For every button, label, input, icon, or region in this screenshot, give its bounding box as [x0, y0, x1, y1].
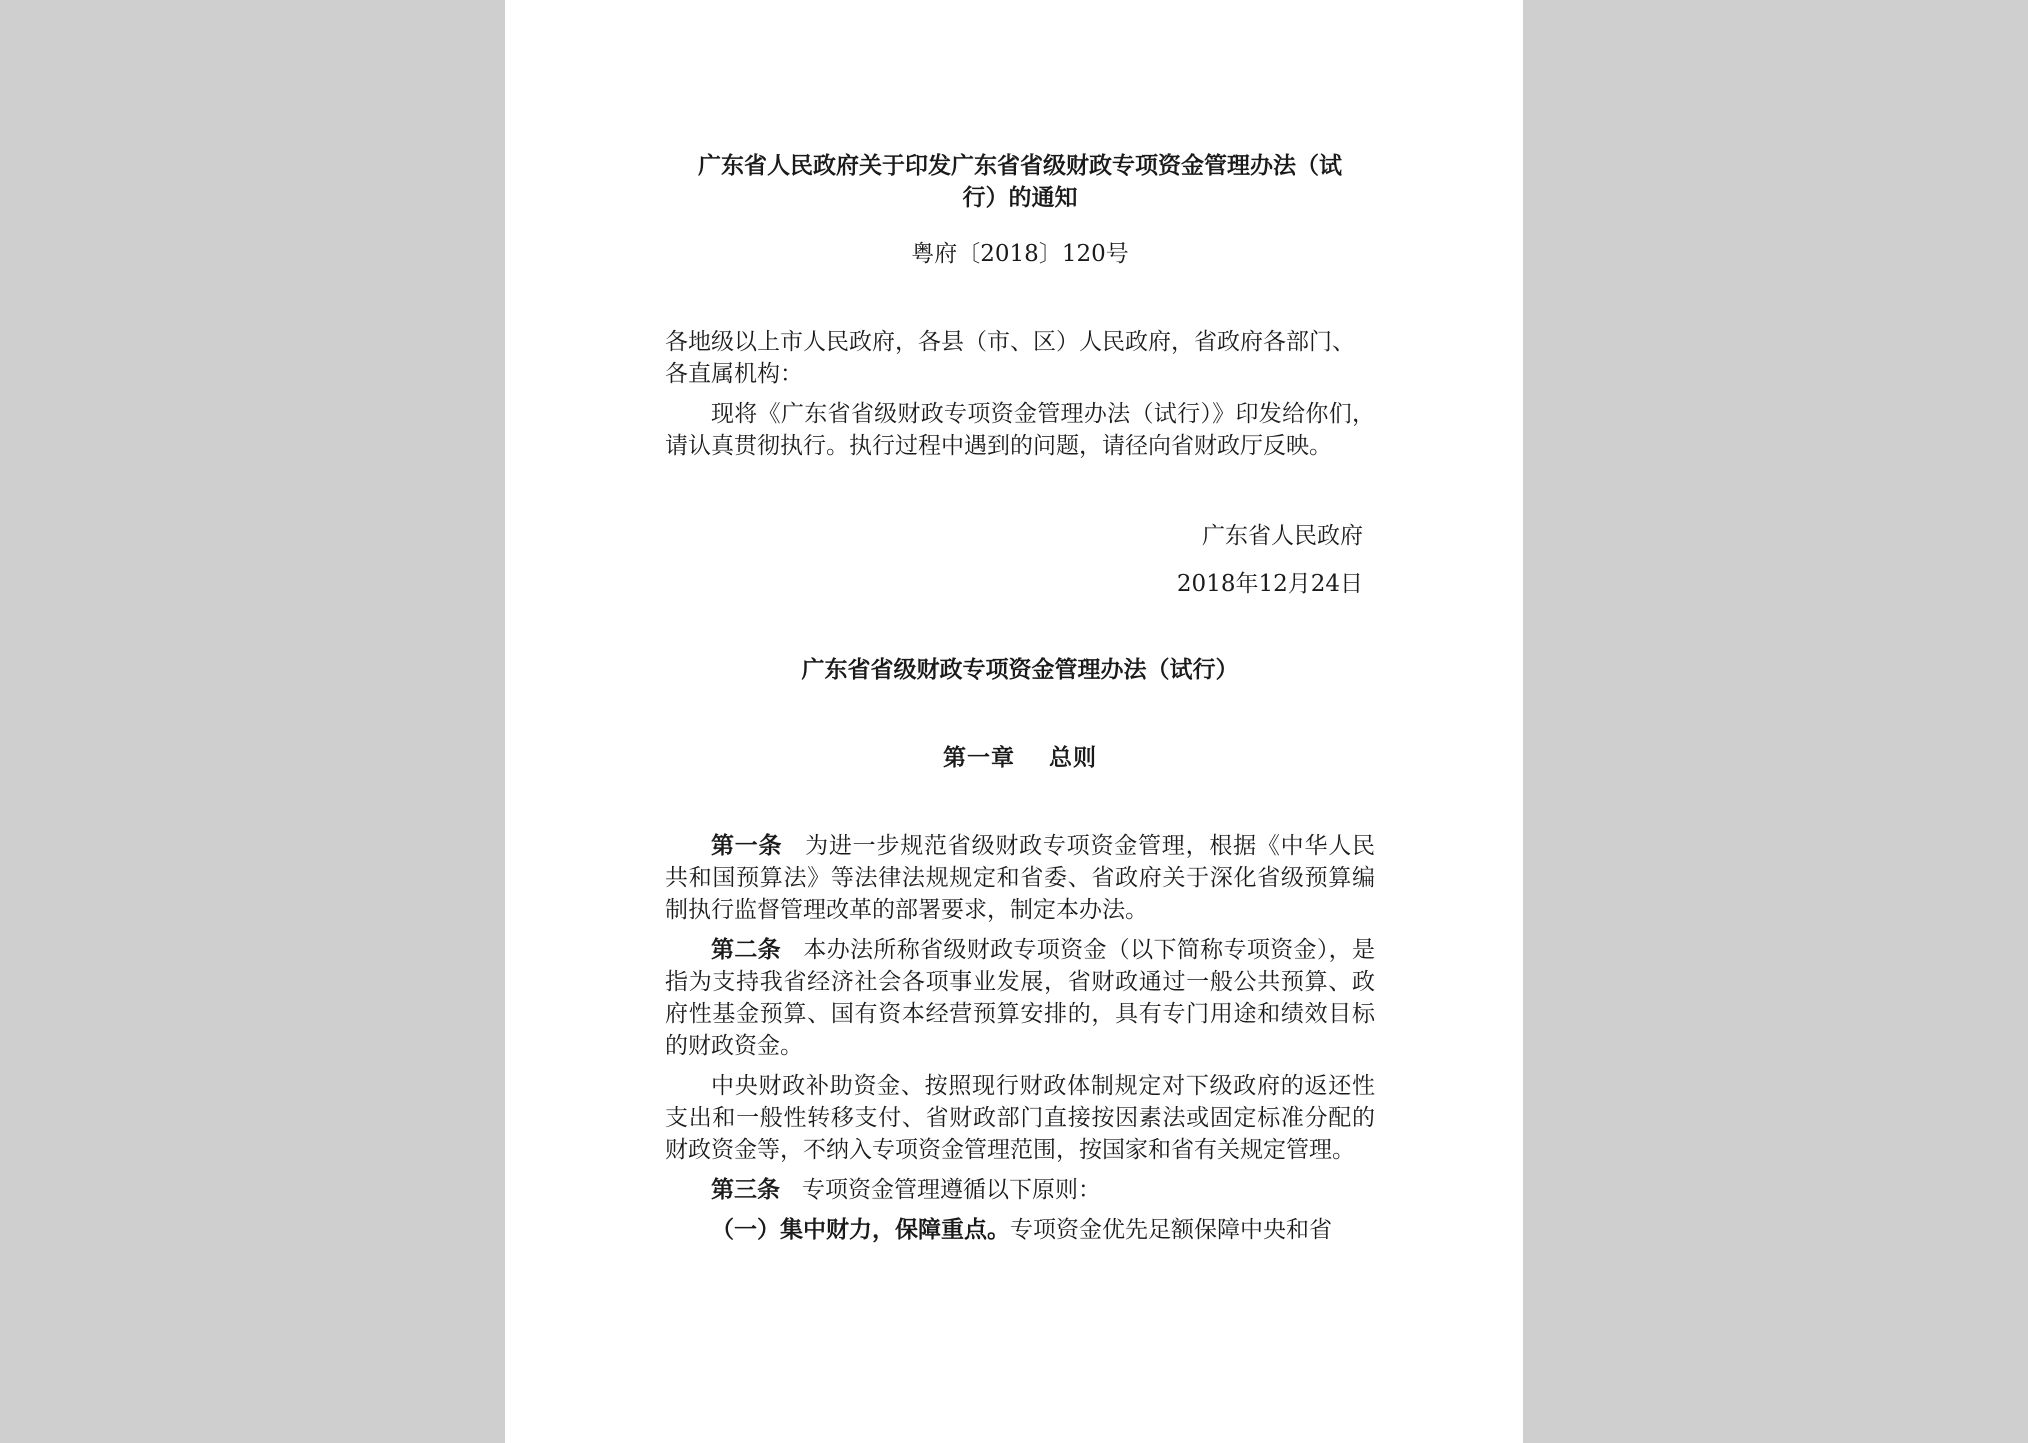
article-text: 为进一步规范省级财政专项资金管理，根据《中华人民共和国预算法》等法律法规规定和省委、省政府关于深化省级预算编制执行监督管理改革的部署要求，制定本办法。 [665, 833, 1376, 923]
article-1 [665, 830, 1375, 926]
issuer-signature: 广东省人民政府 [1202, 523, 1363, 549]
article-2-paragraph-2 [665, 1070, 1375, 1166]
notice-title: 广东省人民政府关于印发广东省省级财政专项资金管理办法（试行）的通知 [698, 152, 1342, 211]
document-number: 粤府〔2018〕120号 [911, 241, 1129, 267]
principle-item-1 [665, 1214, 1375, 1246]
chapter-heading [665, 742, 1375, 774]
article-lead: 第一条 [711, 832, 783, 859]
addressee: 各地级以上市人民政府，各县（市、区）人民政府，省政府各部门、各直属机构： [665, 329, 1355, 387]
issue-date: 2018年12月24日 [1176, 571, 1363, 597]
regulation-title: 广东省省级财政专项资金管理办法（试行） [801, 656, 1239, 683]
chapter-number: 第一章 [943, 744, 1015, 771]
item-lead: （一）集中财力，保障重点。 [711, 1216, 1010, 1243]
article-text: 中央财政补助资金、按照现行财政体制规定对下级政府的返还性支出和一般性转移支付、省财政部门直接按因素法或固定标准分配的财政资金等，不纳入专项资金管理范围，按国家和省有关规定管理。 [665, 1073, 1375, 1163]
article-2 [665, 934, 1375, 1062]
chapter-name: 总则 [1049, 744, 1097, 771]
document-page [505, 0, 1523, 1443]
article-lead: 第三条 [711, 1176, 780, 1203]
article-text: 专项资金管理遵循以下原则： [802, 1177, 1101, 1203]
article-lead: 第二条 [711, 936, 782, 963]
article-3 [665, 1174, 1375, 1206]
notice-body: 现将《广东省省级财政专项资金管理办法（试行）》印发给你们，请认真贯彻执行。执行过程中遇到的问题，请径向省财政厅反映。 [665, 401, 1375, 459]
article-text: 本办法所称省级财政专项资金（以下简称专项资金），是指为支持我省经济社会各项事业发展，省财政通过一般公共预算、政府性基金预算、国有资本经营预算安排的，具有专门用途和绩效目标的财政资金。 [665, 937, 1376, 1059]
document-content [665, 150, 1375, 1246]
item-text: 专项资金优先足额保障中央和省 [1010, 1217, 1332, 1243]
